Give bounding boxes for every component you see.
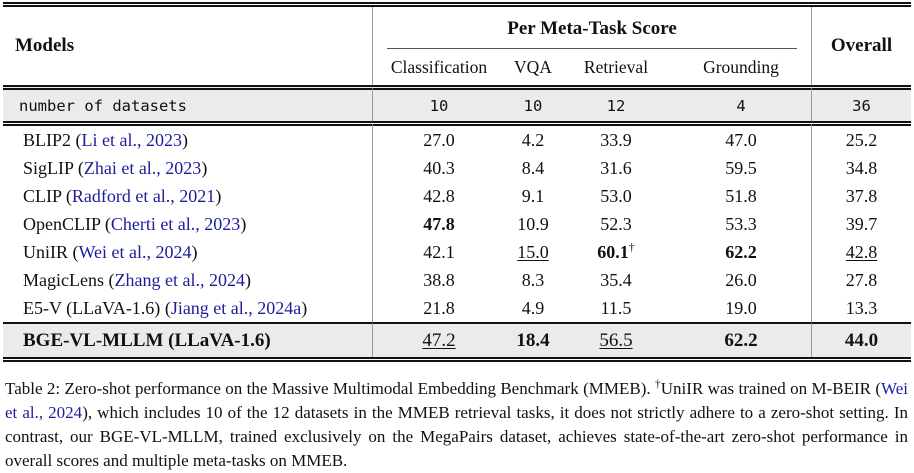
column-header-models: Models bbox=[3, 7, 373, 85]
column-header-vqa: VQA bbox=[514, 56, 552, 77]
table-row bbox=[3, 266, 911, 294]
citation-link[interactable]: Cherti et al., 2023 bbox=[110, 213, 241, 234]
model-name: BGE-VL-MLLM (LLaVA-1.6) bbox=[23, 329, 271, 351]
score-cell: 27.8 bbox=[845, 269, 878, 290]
model-name-cell: CLIP (Radford et al., 2021) bbox=[3, 182, 373, 210]
score-cell: 42.8 bbox=[423, 185, 455, 206]
dagger-footnote-mark: † bbox=[628, 239, 635, 254]
citation-link[interactable]: Radford et al., 2021 bbox=[71, 185, 216, 206]
score-cell: 62.2 bbox=[671, 322, 812, 357]
datasets-count-cell: 4 bbox=[671, 85, 812, 121]
datasets-count-row bbox=[3, 85, 911, 121]
caption-text: ), which includes 10 of the 12 datasets in the MMEB retrieval tasks, it does not strictly adhere to a zero-shot setting. In contrast, our BGE-VL-MLLM, trained exclusively on the MegaPairs dataset, achieves state-of-the-art zero-shot performance in overall scores and multiple meta-tasks on MMEB. bbox=[5, 403, 908, 470]
citation-link[interactable]: Zhai et al., 2023 bbox=[83, 157, 202, 178]
score-cell: 42.1 bbox=[423, 241, 455, 262]
score-cell: 38.8 bbox=[423, 269, 455, 290]
model-name-cell: BLIP2 (Li et al., 2023) bbox=[3, 121, 373, 154]
score-cell: 19.0 bbox=[671, 294, 812, 322]
model-name-cell bbox=[3, 322, 373, 357]
score-cell: 40.3 bbox=[423, 157, 455, 178]
score-cell: 56.5 bbox=[561, 322, 671, 357]
model-name-cell: MagicLens (Zhang et al., 2024) bbox=[3, 266, 373, 294]
score-cell: 31.6 bbox=[600, 157, 632, 178]
score-cell: 62.2 bbox=[671, 238, 812, 266]
datasets-count-cell: 36 bbox=[812, 85, 911, 121]
table-row bbox=[3, 238, 911, 266]
model-name: MagicLens bbox=[23, 269, 104, 290]
model-name-cell: E5-V (LLaVA-1.6) (Jiang et al., 2024a) bbox=[3, 294, 373, 322]
citation-link[interactable]: Li et al., 2023 bbox=[81, 129, 182, 150]
table-caption bbox=[5, 377, 908, 473]
table-header bbox=[3, 7, 911, 85]
table-row bbox=[3, 322, 911, 357]
score-cell: 47.8 bbox=[423, 213, 455, 234]
score-cell: 9.1 bbox=[521, 185, 545, 206]
table-row bbox=[3, 182, 911, 210]
score-cell: 33.9 bbox=[561, 121, 671, 154]
citation-link[interactable]: Wei et al., 2024 bbox=[78, 241, 192, 262]
model-name: BLIP2 bbox=[23, 129, 72, 150]
table-row bbox=[3, 294, 911, 322]
model-name: E5-V (LLaVA-1.6) bbox=[23, 297, 161, 318]
model-name: SigLIP bbox=[23, 157, 74, 178]
column-header-overall: Overall bbox=[830, 35, 893, 56]
score-cell: 21.8 bbox=[423, 297, 455, 318]
group-header-label: Per Meta-Task Score bbox=[507, 18, 677, 39]
model-name: CLIP bbox=[23, 185, 62, 206]
results-table bbox=[3, 2, 911, 362]
score-cell: 4.9 bbox=[521, 297, 545, 318]
score-cell: 60.1† bbox=[597, 239, 635, 262]
dagger-footnote-mark: † bbox=[655, 378, 661, 391]
model-name-cell: OpenCLIP (Cherti et al., 2023) bbox=[3, 210, 373, 238]
score-cell: 8.4 bbox=[521, 157, 545, 178]
column-header-classification: Classification bbox=[390, 56, 488, 77]
datasets-count-cell: 10 bbox=[373, 85, 505, 121]
citation-link[interactable]: Zhang et al., 2024 bbox=[114, 269, 245, 290]
citation-link[interactable]: Jiang et al., 2024a bbox=[170, 297, 302, 318]
model-name-cell: UniIR (Wei et al., 2024) bbox=[3, 238, 373, 266]
score-cell: 53.0 bbox=[600, 185, 632, 206]
score-cell: 34.8 bbox=[845, 157, 878, 178]
model-name-cell: SigLIP (Zhai et al., 2023) bbox=[3, 154, 373, 182]
score-cell: 44.0 bbox=[812, 322, 911, 357]
score-cell: 8.3 bbox=[521, 269, 545, 290]
score-cell: 37.8 bbox=[845, 185, 878, 206]
score-cell: 11.5 bbox=[600, 297, 632, 318]
table-row bbox=[3, 210, 911, 238]
column-group-per-meta-task bbox=[373, 7, 812, 49]
column-header-retrieval: Retrieval bbox=[583, 56, 649, 77]
citation-link[interactable]: Wei et al., 2024 bbox=[5, 379, 908, 422]
table-body bbox=[3, 85, 911, 357]
datasets-count-cell: 10 bbox=[505, 85, 561, 121]
score-cell: 10.9 bbox=[517, 213, 549, 234]
score-cell: 51.8 bbox=[671, 182, 812, 210]
datasets-count-cell: 12 bbox=[561, 85, 671, 121]
score-cell: 42.8 bbox=[845, 241, 878, 262]
score-cell: 35.4 bbox=[600, 269, 632, 290]
model-name: UniIR bbox=[23, 241, 68, 262]
datasets-row-label: number of datasets bbox=[3, 85, 373, 121]
score-cell: 26.0 bbox=[671, 266, 812, 294]
score-cell: 47.0 bbox=[671, 121, 812, 154]
score-cell: 15.0 bbox=[517, 241, 549, 262]
score-cell: 27.0 bbox=[373, 121, 505, 154]
table-row bbox=[3, 154, 911, 182]
column-header-grounding: Grounding bbox=[671, 49, 812, 85]
score-cell: 53.3 bbox=[671, 210, 812, 238]
score-cell: 18.4 bbox=[505, 322, 561, 357]
caption-text: Table 2: Zero-shot performance on the Massive Multimodal Embedding Benchmark (MMEB). bbox=[5, 379, 656, 398]
caption-text: UniIR was trained on M-BEIR ( bbox=[660, 379, 882, 398]
score-cell: 47.2 bbox=[373, 322, 505, 357]
score-cell: 39.7 bbox=[845, 213, 878, 234]
model-name: OpenCLIP bbox=[23, 213, 101, 234]
score-cell: 4.2 bbox=[505, 121, 561, 154]
score-cell: 25.2 bbox=[812, 121, 911, 154]
score-cell: 13.3 bbox=[845, 297, 878, 318]
score-cell: 59.5 bbox=[671, 154, 812, 182]
score-cell: 52.3 bbox=[600, 213, 632, 234]
table-row bbox=[3, 121, 911, 154]
